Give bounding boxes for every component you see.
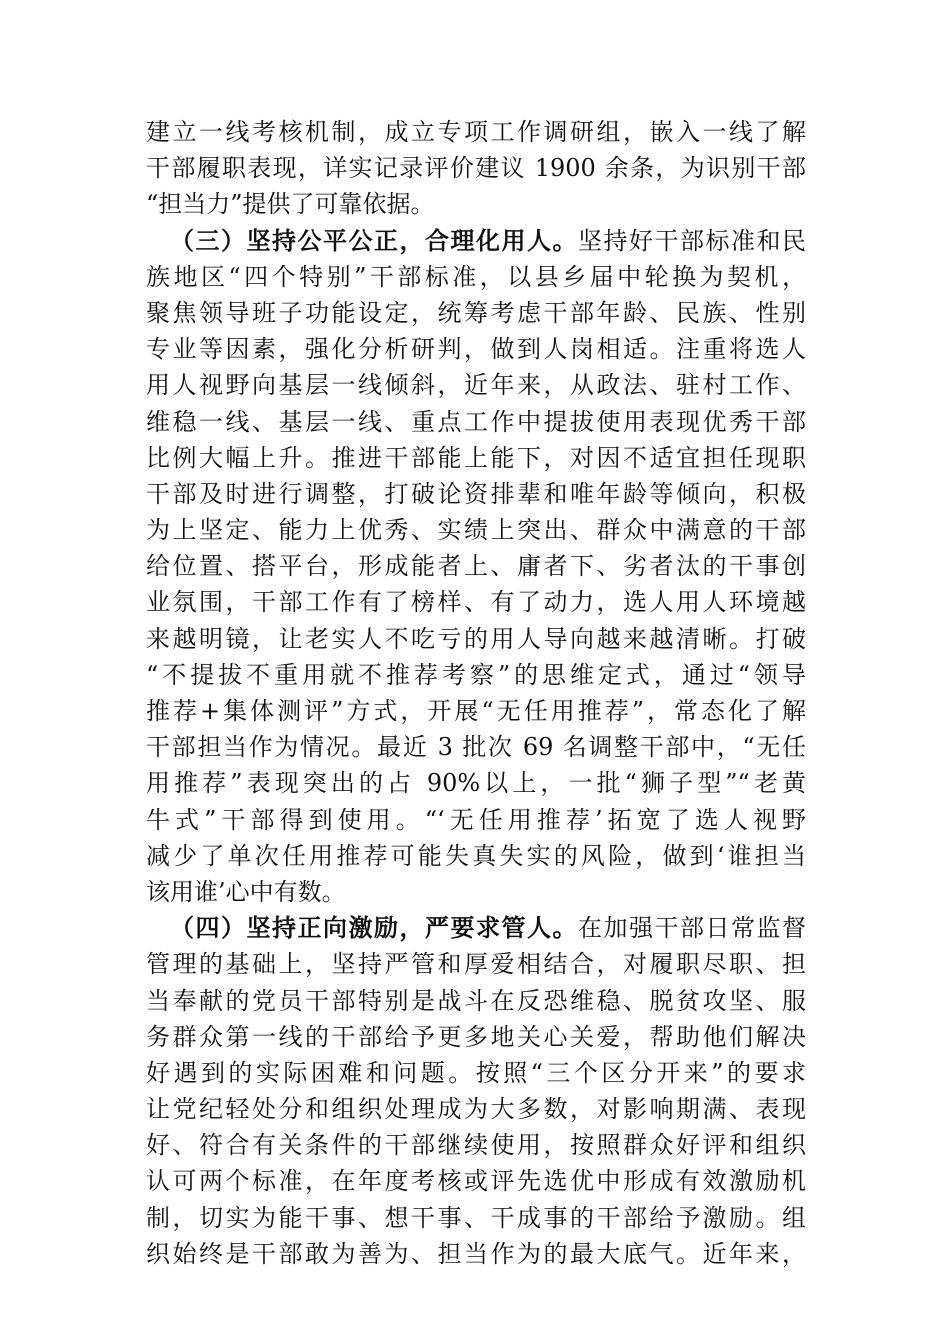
text-line: 维稳一线、基层一线、重点工作中提拔使用表现优秀干部 bbox=[146, 407, 806, 436]
text-line: 比例大幅上升。推进干部能上能下，对因不适宜担任现职 bbox=[146, 443, 806, 472]
text-line: 族地区“四个特别”干部标准，以县乡届中轮换为契机， bbox=[146, 262, 806, 291]
text-line: 牛式”干部得到使用。“‘无任用推荐’拓宽了选人视野 bbox=[146, 805, 806, 834]
text-line: 制，切实为能干事、想干事、干成事的干部给予激励。组 bbox=[146, 1203, 806, 1232]
text-run: 坚持好干部标准和民 bbox=[578, 226, 806, 255]
text-line: “不提拔不重用就不推荐考察”的思维定式，通过“领导 bbox=[146, 660, 806, 689]
text-line: 管理的基础上，坚持严管和厚爱相结合，对履职尽职、担 bbox=[146, 950, 806, 979]
paragraph-2 bbox=[146, 223, 806, 911]
text-line: 该用谁’心中有数。 bbox=[146, 877, 346, 906]
text-line: 让党纪轻处分和组织处理成为大多数，对影响期满、表现 bbox=[146, 1095, 806, 1124]
paragraph-3 bbox=[146, 910, 806, 1272]
text-line: 专业等因素，强化分析研判，做到人岗相适。注重将选人 bbox=[146, 335, 806, 364]
text-line: 当奉献的党员干部特别是战斗在反恐维稳、脱贫攻坚、服 bbox=[146, 986, 806, 1015]
paragraph-first-line bbox=[146, 223, 806, 259]
text-line: 减少了单次任用推荐可能失真失实的风险，做到‘谁担当 bbox=[146, 841, 806, 870]
paragraph-first-line bbox=[146, 910, 806, 946]
text-line: 推荐+集体测评”方式，开展“无任用推荐”，常态化了解 bbox=[146, 697, 806, 725]
section-heading-3: （三）坚持公平公正，合理化用人。 bbox=[170, 225, 578, 255]
text-line: 给位置、搭平台，形成能者上、庸者下、劣者汰的干事创 bbox=[146, 552, 806, 581]
text-line: 认可两个标准，在年度考核或评先选优中形成有效激励机 bbox=[146, 1167, 806, 1196]
text-line: 业氛围，干部工作有了榜样、有了动力，选人用人环境越 bbox=[146, 588, 806, 617]
text-line: 织始终是干部敢为善为、担当作为的最大底气。近年来， bbox=[146, 1239, 806, 1268]
text-line: 干部担当作为情况。最近 3 批次 69 名调整干部中，“无任 bbox=[146, 733, 806, 762]
text-run: 在加强干部日常监督 bbox=[578, 914, 806, 943]
text-line: 干部及时进行调整，打破论资排辈和唯年龄等倾向，积极 bbox=[146, 479, 806, 508]
document-body bbox=[146, 114, 806, 1272]
text-line: 用推荐”表现突出的占 90%以上，一批“狮子型”“老黄 bbox=[146, 769, 806, 798]
text-line: 好遇到的实际困难和问题。按照“三个区分开来”的要求 bbox=[146, 1058, 806, 1087]
text-line: 来越明镜，让老实人不吃亏的用人导向越来越清晰。打破 bbox=[146, 624, 806, 653]
text-line: 好、符合有关条件的干部继续使用，按照群众好评和组织 bbox=[146, 1131, 806, 1160]
text-line: 为上坚定、能力上优秀、实绩上突出、群众中满意的干部 bbox=[146, 516, 806, 545]
text-line: 干部履职表现，详实记录评价建议 1900 余条，为识别干部 bbox=[146, 154, 806, 183]
text-line: “担当力”提供了可靠依据。 bbox=[146, 190, 435, 219]
text-line: 聚焦领导班子功能设定，统筹考虑干部年龄、民族、性别 bbox=[146, 298, 806, 327]
text-line: 用人视野向基层一线倾斜，近年来，从政法、驻村工作、 bbox=[146, 371, 806, 400]
paragraph-1 bbox=[146, 114, 806, 223]
text-line: 务群众第一线的干部给予更多地关心关爱，帮助他们解决 bbox=[146, 1022, 806, 1051]
text-line: 建立一线考核机制，成立专项工作调研组，嵌入一线了解 bbox=[146, 118, 806, 146]
section-heading-4: （四）坚持正向激励，严要求管人。 bbox=[170, 913, 578, 943]
